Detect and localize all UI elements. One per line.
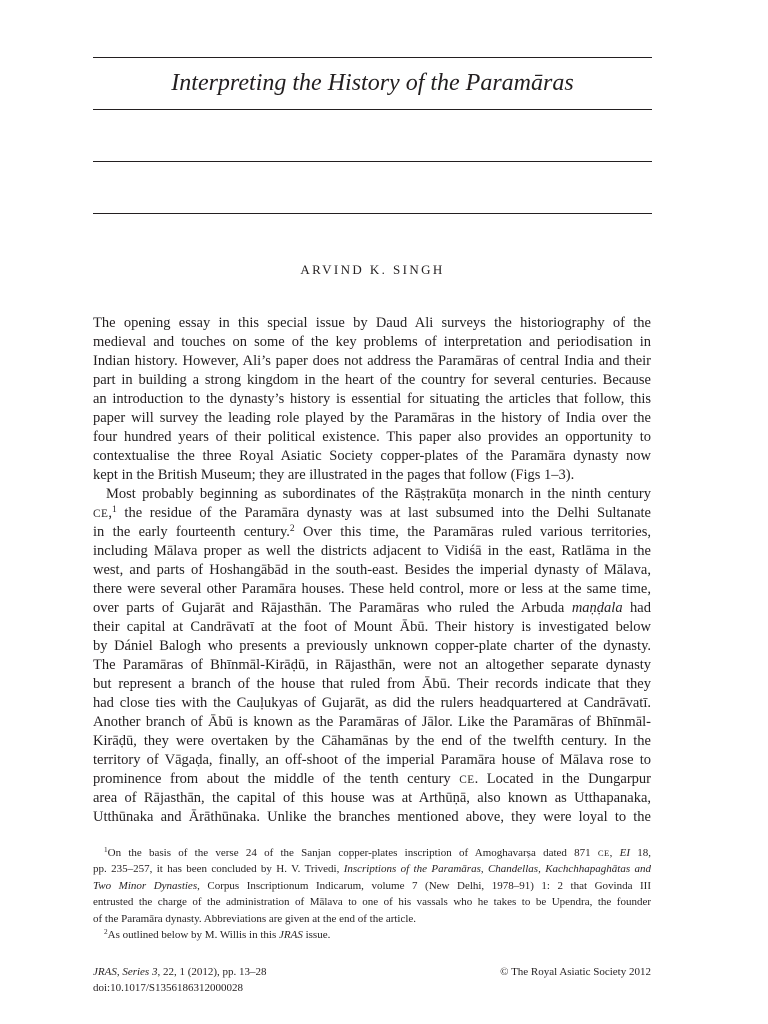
line-text-segment: in the early fourteenth century. — [93, 524, 290, 540]
line-text: Indian history. However, Ali’s paper does not address the Paramāras of central India and their — [93, 353, 651, 369]
line-text: an introduction to the dynasty’s history is essential for situating the articles that follow, this — [93, 391, 651, 407]
body-line — [93, 542, 651, 561]
line-text — [93, 861, 651, 877]
body-line — [93, 637, 651, 656]
line-text-segment: As outlined below by M. Willis in this — [107, 928, 280, 941]
line-text-segment: prominence from about the middle of the tenth century — [93, 771, 460, 787]
body-line — [93, 504, 651, 523]
line-text: by Dániel Balogh who presents a previously unknown copper-plate charter of the dynasty. — [93, 638, 651, 654]
era-abbreviation: CE — [597, 848, 610, 858]
paragraph-1 — [93, 314, 651, 485]
body-line — [93, 352, 651, 371]
footnote-marker: 1 — [104, 846, 108, 855]
footnotes — [93, 845, 651, 943]
line-text: contextualise the three Royal Asiatic Society copper-plates of the Paramāra dynasty now — [93, 448, 651, 464]
footnote-marker: 2 — [104, 928, 108, 937]
footnote-line — [104, 845, 651, 861]
page-footer — [93, 964, 651, 996]
body-line — [93, 599, 651, 618]
citation-details: , 22, 1 (2012), pp. 13–28 — [157, 966, 267, 978]
body-line — [93, 770, 651, 789]
era-abbreviation: CE — [93, 508, 109, 520]
body-line — [93, 314, 651, 333]
line-text-segment: , Corpus Inscriptionum Indicarum, volume 7 (New Delhi, 1978–91) 1: 2 that Govinda III — [197, 879, 651, 892]
body-line — [93, 618, 651, 637]
header-rule-bottom — [93, 213, 652, 214]
line-text: four hundred years of their political existence. This paper also provides an opportunity to — [93, 429, 651, 445]
header-rule-third — [93, 161, 652, 162]
footnote-2 — [93, 927, 651, 943]
italic-book-title: Two Minor Dynasties — [93, 879, 198, 892]
body-line — [93, 808, 651, 827]
footnote-line — [93, 861, 651, 877]
article-body — [93, 314, 651, 827]
line-text: but represent a branch of the house that ruled from Ābū. Their records indicate that they — [93, 676, 651, 692]
line-text — [93, 770, 651, 790]
body-line — [93, 447, 651, 466]
footnote-line — [104, 927, 651, 943]
line-text: The opening essay in this special issue by Daud Ali surveys the historiography of the — [93, 315, 651, 331]
line-text: had close ties with the Cauḷukyas of Gujarāt, as did the rulers headquartered at Candrāvatī. — [93, 695, 651, 711]
body-line — [93, 694, 651, 713]
body-line — [93, 656, 651, 675]
author-name: ARVIND K. SINGH — [300, 262, 445, 277]
body-line — [93, 333, 651, 352]
line-text-segment: pp. 235–257, it has been concluded by H. V. Trivedi, — [93, 863, 344, 876]
body-line — [93, 428, 651, 447]
body-line — [93, 789, 651, 808]
journal-series: JRAS, Series 3 — [93, 966, 158, 978]
line-text: of the Paramāra dynasty. Abbreviations are given at the end of the article. — [93, 912, 417, 925]
line-text-segment: had — [622, 600, 651, 616]
line-text: including Mālava proper as well the districts adjacent to Vidiśā in the east, Ratlāma in the — [93, 543, 651, 559]
line-text-segment: over parts of Gujarāt and Rājasthān. The Paramāras who ruled the Arbuda — [93, 600, 572, 616]
line-text: area of Rājasthān, the capital of this house was at Arthūṇā, also known as Utthapanaka, — [93, 790, 651, 806]
line-text: Kirāḍū, they were overtaken by the Cāhamānas by the end of the twelfth century. In the — [93, 733, 651, 749]
line-text: kept in the British Museum; they are illustrated in the pages that follow (Figs 1–3). — [93, 467, 575, 483]
line-text: territory of Vāgaḍa, finally, an off-shoot of the imperial Paramāra house of Mālava rose to — [93, 752, 651, 768]
line-text — [93, 504, 651, 524]
footnote-ref-1: 1 — [111, 504, 117, 516]
line-text: there were several other Paramāra houses. These held control, more or less at the same time, — [93, 581, 651, 597]
body-line — [93, 409, 651, 428]
paragraph-2 — [93, 485, 651, 827]
article-title: Interpreting the History of the Paramāras — [171, 70, 574, 96]
copyright-notice: © The Royal Asiatic Society 2012 — [500, 966, 651, 978]
line-text: part in building a strong kingdom in the heart of the country for several centuries. Because — [93, 372, 651, 388]
line-text: Most probably beginning as subordinates of the Rāṣṭrakūṭa monarch in the ninth century — [106, 486, 651, 502]
line-text: their capital at Candrāvatī at the foot of Mount Ābū. Their history is investigated below — [93, 619, 651, 635]
header-rule-under-title — [93, 109, 652, 110]
line-text-segment: issue. — [302, 928, 331, 941]
line-text: entrusted the charge of the administration of Mālava to one of his vassals who he takes to be Upendra, the founder — [93, 896, 651, 909]
italic-journal-name: JRAS — [279, 928, 303, 941]
body-line — [93, 523, 651, 542]
footnote-line — [93, 878, 651, 894]
body-line-first — [106, 485, 651, 504]
italic-book-title: Inscriptions of the Paramāras, Chandellas, Kachchhapaghātas and — [343, 863, 651, 876]
line-text-segment: 18, — [629, 847, 651, 859]
header-rule-top — [93, 57, 652, 58]
line-text: west, and parts of Hoshangābād in the south-east. Besides the imperial dynasty of Mālava, — [93, 562, 651, 578]
italic-term: maṇḍala — [571, 600, 623, 616]
footnote-ref-2: 2 — [289, 523, 295, 535]
era-abbreviation: CE — [459, 774, 475, 786]
footnote-1 — [93, 845, 651, 927]
line-text-segment: On the basis of the verse 24 of the Sanjan copper-plates inscription of Amoghavarṣa dated 871 — [107, 847, 598, 859]
line-text: paper will survey the leading role played by the Paramāras in the history of India over the — [93, 410, 651, 426]
body-line-last — [93, 466, 651, 485]
body-line — [93, 713, 651, 732]
footnote-line-last — [93, 911, 651, 927]
body-line — [93, 732, 651, 751]
line-text-segment: Over this time, the Paramāras ruled various territories, — [294, 524, 651, 540]
line-text-segment: , — [108, 505, 112, 521]
body-line — [93, 371, 651, 390]
body-line — [93, 675, 651, 694]
journal-citation — [93, 966, 267, 978]
doi: doi:10.1017/S1356186312000028 — [93, 982, 244, 994]
line-text: Utthūnaka and Ārāthūnaka. Unlike the branches mentioned above, they were loyal to the — [93, 809, 651, 825]
footnote-line — [93, 894, 651, 910]
line-text-segment: the residue of the Paramāra dynasty was at last subsumed into the Delhi Sultanate — [116, 505, 651, 521]
line-text-segment: . Located in the Dungarpur — [474, 771, 651, 787]
line-text — [104, 927, 330, 943]
line-text: medieval and touches on some of the key problems of interpretation and periodisation in — [93, 334, 651, 350]
line-text: Another branch of Ābū is known as the Paramāras of Jālor. Like the Paramāras of Bhīnmāl- — [93, 714, 651, 730]
footer-row — [93, 964, 651, 980]
line-text — [93, 878, 651, 894]
line-text-segment: , — [609, 847, 620, 859]
body-line — [93, 751, 651, 770]
line-text — [93, 523, 651, 542]
italic-abbreviation: EI — [619, 847, 630, 859]
line-text — [104, 845, 651, 861]
line-text — [93, 599, 651, 618]
body-line — [93, 561, 651, 580]
body-line — [93, 580, 651, 599]
line-text: The Paramāras of Bhīnmāl-Kirāḍū, in Rājasthān, were not an altogether separate dynasty — [93, 657, 651, 673]
body-line — [93, 390, 651, 409]
